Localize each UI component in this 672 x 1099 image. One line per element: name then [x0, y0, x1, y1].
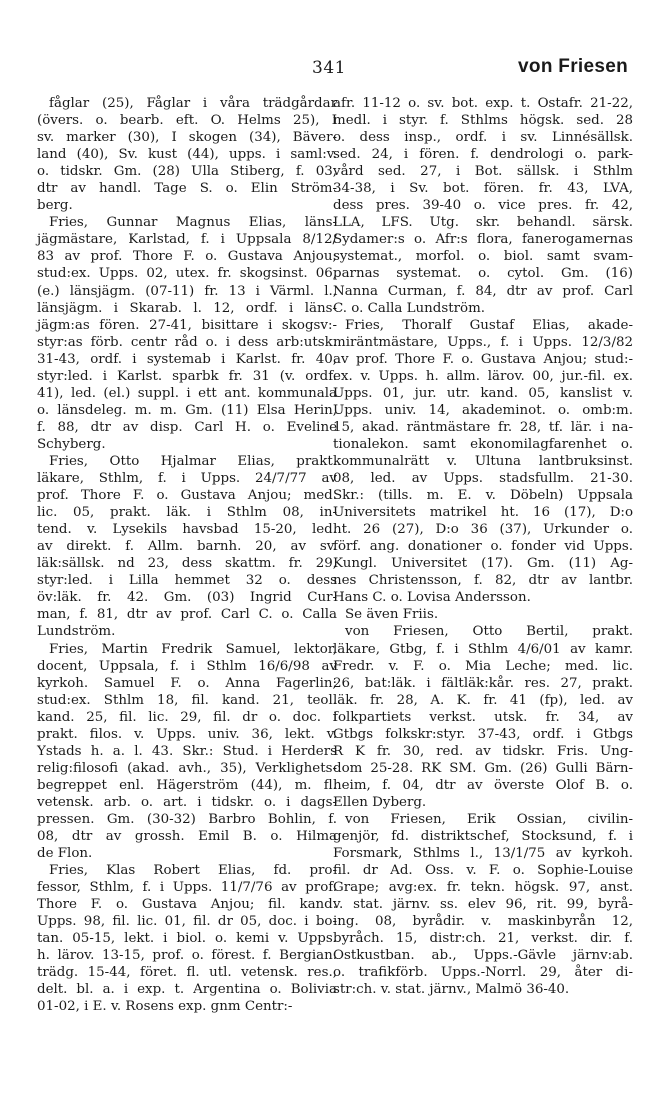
text-line: öv:läk. fr. 42. Gm. (03) Ingrid Cur-: [37, 590, 337, 606]
biography-entry: [37, 214, 337, 453]
text-line: de Flon.: [37, 846, 93, 862]
text-line: Ostkustban. ab., Upps.-Gävle järnv:ab.: [333, 948, 633, 964]
text-line: h. lärov. 13-15, prof. o. förest. f. Bergian.: [37, 948, 337, 964]
page-number: 341: [312, 58, 346, 78]
biography-entry: [333, 811, 633, 999]
text-line: pressen. Gm. (30-32) Barbro Bohlin, f.: [37, 811, 337, 827]
text-line: Ystads h. a. l. 43. Skr.: Stud. i Herders: [37, 743, 337, 759]
text-line: C. o. Calla Lundström.: [333, 300, 486, 316]
right-column: [333, 95, 633, 998]
biography-entry: [37, 641, 337, 863]
text-line: fåglar (25), Fåglar i våra trädgårdar: [49, 96, 337, 111]
text-line: Fredr. v. F. o. Mia Leche; med. lic.: [333, 658, 633, 674]
text-line: läk. fr. 28, A. K. fr. 41 (fp), led. av: [333, 692, 633, 708]
text-line: tend. v. Lysekils havsbad 15-20, led.: [37, 522, 337, 538]
text-line: man, f. 81, dtr av prof. Carl C. o. Calla: [37, 607, 337, 623]
text-line: Grape; avg:ex. fr. tekn. högsk. 97, anst.: [333, 880, 633, 896]
text-line: Schyberg.: [37, 436, 106, 452]
biography-entry: [37, 453, 337, 641]
text-line: Lundström.: [37, 624, 116, 640]
text-line: Forsmark, Sthlms l., 13/1/75 av kyrkoh.: [333, 846, 633, 862]
text-line: Ellen Dyberg.: [333, 794, 427, 810]
text-line: parnas systemat. o. cytol. Gm. (16): [333, 266, 633, 282]
text-line: styr:led. i Lilla hemmet 32 o. dess: [37, 573, 337, 589]
text-line: dom 25-28. RK SM. Gm. (26) Gulli Bärn-: [333, 760, 633, 776]
text-line: 34-38, i Sv. bot. fören. fr. 43, LVA,: [333, 181, 633, 197]
text-line: av prof. Thore F. o. Gustava Anjou; stud:-: [333, 351, 633, 367]
text-line: folkpartiets verkst. utsk. fr. 34, av: [333, 709, 633, 725]
text-line: ht. 26 (27), D:o 36 (37), Urkunder o.: [333, 522, 633, 538]
text-line: begreppet enl. Hägerström (44), m. fl.: [37, 777, 337, 793]
text-line: von Friesen, Otto Bertil, prakt.: [345, 624, 633, 640]
text-line: vård sed. 27, i Bot. sällsk. i Sthlm: [333, 164, 633, 180]
text-line: fessor, Sthlm, f. i Upps. 11/7/76 av prof.: [37, 880, 337, 896]
text-line: sv. marker (30), I skogen (34), Bäver-: [37, 130, 337, 146]
text-line: vetensk. arb. o. art. i tidskr. o. i dags-: [37, 794, 337, 810]
text-line: nes Christensson, f. 82, dtr av lantbr.: [333, 573, 633, 589]
text-line: Fries, Gunnar Magnus Elias, läns-: [49, 215, 337, 231]
text-line: kyrkoh. Samuel F. o. Anna Fagerlin;: [37, 675, 337, 691]
text-line: docent, Uppsala, f. i Sthlm 16/6/98 av: [37, 658, 337, 674]
text-line: o. länsdeleg. m. m. Gm. (11) Elsa Herin,: [37, 402, 337, 418]
text-line: str:ch. v. stat. järnv., Malmö 36-40.: [333, 982, 570, 998]
text-line: förf. ang. donationer o. fonder vid Upps.: [333, 539, 633, 555]
text-line: av direkt. f. Allm. barnh. 20, av sv.: [37, 539, 337, 555]
text-line: tionalekon. samt ekonomilagfarenhet o.: [333, 436, 633, 452]
text-line: Kungl. Universitet (17). Gm. (11) Ag-: [333, 556, 633, 572]
text-line: Upps. 01, jur. utr. kand. 05, kanslist v.: [333, 385, 633, 401]
text-line: styr:as förb. centr råd o. i dess arb:utsk.: [37, 334, 337, 350]
text-line: jägmästare, Karlstad, f. i Uppsala 8/12/: [37, 232, 337, 248]
text-line: delt. bl. a. i exp. t. Argentina o. Bolivia: [37, 982, 337, 998]
text-line: ing. 08, byrådir. v. maskinbyrån 12,: [333, 914, 633, 930]
text-line: Fries, Martin Fredrik Samuel, lektor,: [49, 641, 337, 657]
text-line: 26, bat:läk. i fältläk:kår. res. 27, prakt.: [333, 675, 633, 691]
text-line: von Friesen, Erik Ossian, civilin-: [345, 811, 633, 827]
text-line: 41), led. (el.) suppl. i ett ant. kommunala: [37, 385, 337, 401]
text-line: o. tidskr. Gm. (28) Ulla Stiberg, f. 03,: [37, 164, 337, 180]
text-line: stud:ex. Upps. 02, utex. fr. skogsinst. 06,: [37, 266, 337, 282]
text-line: Nanna Curman, f. 84, dtr av prof. Carl: [333, 283, 633, 299]
text-line: o. trafikförb. Upps.-Norrl. 29, åter di-: [333, 965, 633, 981]
text-line: medl. i styr. f. Sthlms högsk. sed. 28: [333, 113, 633, 129]
text-line: 15, akad. räntmästare fr. 28, tf. lär. i na-: [333, 419, 633, 435]
text-line: lic. 05, prakt. läk. i Sthlm 08, in-: [37, 505, 337, 521]
biography-entry: [333, 623, 633, 811]
text-line: Gtbgs folkskr:styr. 37-43, ordf. i Gtbgs: [333, 726, 633, 742]
text-line: berg.: [37, 198, 73, 214]
text-line: relig:filosofi (akad. avh., 35), Verklighets-: [37, 760, 337, 776]
text-line: miräntmästare, Upps., f. i Upps. 12/3/82: [333, 334, 633, 350]
text-line: ex. v. Upps. h. allm. lärov. 00, jur.-fil. ex.: [333, 368, 633, 384]
text-line: Upps. 98, fil. lic. 01, fil. dr 05, doc. i bo-: [37, 914, 337, 930]
text-line: Fries, Thoralf Gustaf Elias, akade-: [345, 317, 633, 333]
text-line: 83 av prof. Thore F. o. Gustava Anjou;: [37, 249, 337, 265]
biography-entry: [37, 862, 337, 1015]
text-line: Thore F. o. Gustava Anjou; fil. kand.: [37, 897, 337, 913]
text-line: Sydamer:s o. Afr:s flora, fanerogamernas: [333, 232, 633, 248]
running-head: von Friesen: [518, 56, 628, 77]
text-line: R K fr. 30, red. av tidskr. Fris. Ung-: [333, 743, 633, 759]
text-line: läkare, Gtbg, f. i Sthlm 4/6/01 av kamr.: [333, 641, 633, 657]
text-line: Hans C. o. Lovisa Andersson.: [333, 590, 531, 606]
text-line: afr. 11-12 o. sv. bot. exp. t. Ostafr. 21-22,: [333, 96, 633, 111]
text-line: kand. 25, fil. lic. 29, fil. dr o. doc. i: [37, 709, 337, 725]
text-line: tan. 05-15, lekt. i biol. o. kemi v. Upps.: [37, 931, 337, 947]
text-line: stud:ex. Sthlm 18, fil. kand. 21, teol.: [37, 692, 337, 708]
biography-entry: [37, 95, 337, 214]
text-line: v. stat. järnv. ss. elev 96, rit. 99, byrå-: [333, 897, 633, 913]
text-line: o. dess insp., ordf. i sv. Linnésällsk.: [333, 130, 633, 146]
text-line: prakt. filos. v. Upps. univ. 36, lekt. v.: [37, 726, 337, 742]
text-line: fil. dr Ad. Oss. v. F. o. Sophie-Louise: [333, 863, 633, 879]
text-line: Skr.: (tills. m. E. v. Döbeln) Uppsala: [333, 488, 633, 504]
text-line: 08, dtr av grossh. Emil B. o. Hilma: [37, 829, 337, 845]
text-line: f. 88, dtr av disp. Carl H. o. Eveline: [37, 419, 337, 435]
text-line: Upps. univ. 14, akademinot. o. omb:m.: [333, 402, 633, 418]
text-line: (övers. o. bearb. eft. O. Helms 25), I: [37, 113, 337, 129]
text-line: sed. 24, i fören. f. dendrologi o. park-: [333, 147, 633, 163]
left-column: [37, 95, 337, 1016]
text-line: styr:led. i Karlst. sparbk fr. 31 (v. ordf.: [37, 368, 337, 384]
biography-entry: [333, 95, 633, 317]
text-line: läk:sällsk. nd 23, dess skattm. fr. 29,: [37, 556, 337, 572]
text-line: dtr av handl. Tage S. o. Elin Ström-: [37, 181, 337, 197]
text-line: länsjägm. i Skarab. l. 12, ordf. i läns-: [37, 300, 337, 316]
text-line: (e.) länsjägm. (07-11) fr. 13 i Värml. l.,: [37, 283, 337, 299]
text-line: 08, led. av Upps. stadsfullm. 21-30.: [333, 471, 633, 487]
text-line: byråch. 15, distr:ch. 21, verkst. dir. f.: [333, 931, 633, 947]
text-line: Universitets matrikel ht. 16 (17), D:o: [333, 505, 633, 521]
see-also-note: Se även Friis.: [345, 607, 439, 623]
text-line: kommunalrätt v. Ultuna lantbruksinst.: [333, 453, 633, 469]
text-line: systemat., morfol. o. biol. samt svam-: [333, 249, 633, 265]
text-line: land (40), Sv. kust (44), upps. i saml:v.: [37, 147, 337, 163]
biography-entry: [333, 317, 633, 607]
text-line: genjör, fd. distriktschef, Stocksund, f. i: [333, 829, 633, 845]
text-line: 01-02, i E. v. Rosens exp. gnm Centr:-: [37, 999, 293, 1015]
text-line: Fries, Otto Hjalmar Elias, prakt.: [49, 453, 337, 469]
text-line: heim, f. 04, dtr av överste Olof B. o.: [333, 777, 633, 793]
text-line: jägm:as fören. 27-41, bisittare i skogsv:-: [37, 317, 337, 333]
text-line: läkare, Sthlm, f. i Upps. 24/7/77 av: [37, 471, 337, 487]
text-line: Fries, Klas Robert Elias, fd. pro-: [49, 863, 337, 879]
text-line: trädg. 15-44, föret. fl. utl. vetensk. res.,: [37, 965, 337, 981]
text-line: dess pres. 39-40 o. vice pres. fr. 42,: [333, 198, 633, 214]
text-line: LLA, LFS. Utg. skr. behandl. särsk.: [333, 215, 633, 231]
text-line: 31-43, ordf. i systemab i Karlst. fr. 40,: [37, 351, 337, 367]
text-line: prof. Thore F. o. Gustava Anjou; med.: [37, 488, 337, 504]
